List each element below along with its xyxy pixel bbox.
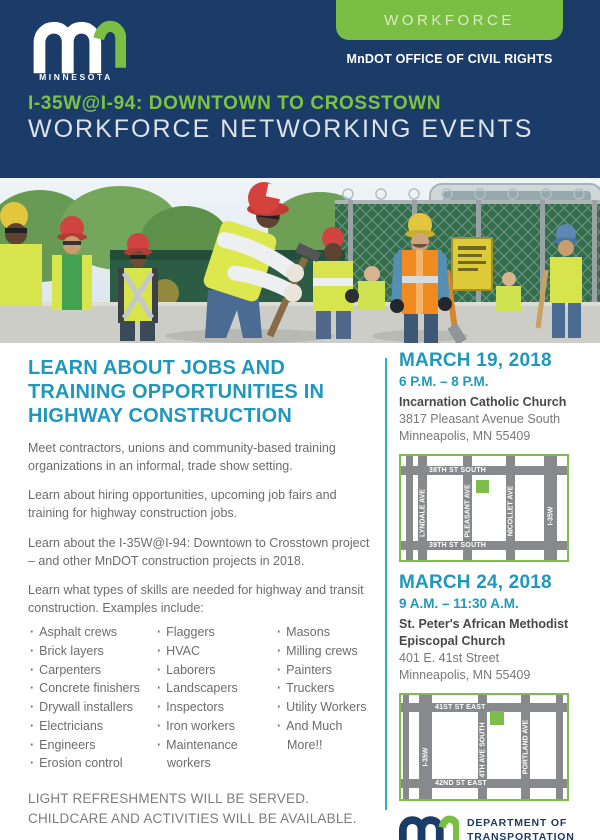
skills-paragraph: Learn what types of skills are needed for highway and transit construction. Examples include: <box>28 582 364 615</box>
street-label: LYNDALE AVE <box>419 488 427 537</box>
skill-item: · Carpenters <box>28 661 155 680</box>
street-label: 4TH AVE SOUTH <box>479 722 487 778</box>
skill-item: · Landscapers <box>155 679 275 698</box>
street-label: I-35W <box>547 506 555 526</box>
street-label: 38TH ST SOUTH <box>429 466 487 474</box>
department-of-transportation-label <box>467 817 575 840</box>
intro-paragraph: Meet contractors, unions and community-based training organizations in an informal, trade show setting. <box>28 441 336 474</box>
minnesota-logo-caption: MINNESOTA <box>39 72 113 82</box>
skill-item: · Drywall installers <box>28 698 155 717</box>
construction-workers-photo <box>0 178 600 343</box>
street-label: 41ST ST EAST <box>435 703 486 711</box>
street-label: I-35W <box>422 747 430 766</box>
event-address-line: 3817 Pleasant Avenue South <box>399 411 561 426</box>
skill-item: · Milling crews <box>275 642 378 661</box>
event-march-19 <box>399 350 579 562</box>
event-venue-line: St. Peter's African Methodist <box>399 616 569 631</box>
event-address-line: Minneapolis, MN 55409 <box>399 429 531 444</box>
section-heading: LEARN ABOUT JOBS AND TRAINING OPPORTUNITIES IN HIGHWAY CONSTRUCTION <box>28 357 325 427</box>
project-title: I-35W@I-94: DOWNTOWN TO CROSSTOWN <box>28 93 442 114</box>
venue-marker <box>476 480 489 493</box>
street-label: PORTLAND AVE <box>522 719 530 774</box>
skills-column-2 <box>155 623 275 773</box>
office-of-civil-rights-label: MnDOT OFFICE OF CIVIL RIGHTS <box>346 52 553 66</box>
map-incarnation-church <box>399 454 569 562</box>
mndot-footer-logo <box>395 811 579 840</box>
skill-item: · Painters <box>275 661 378 680</box>
skills-column-3 <box>275 623 378 773</box>
events-column <box>399 350 579 840</box>
event-title: WORKFORCE NETWORKING EVENTS <box>28 115 534 143</box>
skills-list <box>28 623 378 773</box>
skill-item: · HVAC <box>155 642 275 661</box>
refreshments-line: LIGHT REFRESHMENTS WILL BE SERVED. <box>28 791 310 806</box>
street-label: 42ND ST EAST <box>435 779 487 787</box>
project-paragraph: Learn about the I-35W@I-94: Downtown to Crosstown project – and other MnDOT construction projects in 2018. <box>28 535 370 568</box>
event-time: 9 A.M. – 11:30 A.M. <box>399 595 519 611</box>
event-address-line: Minneapolis, MN 55409 <box>399 668 531 683</box>
workforce-tab <box>336 0 563 40</box>
event-march-24 <box>399 572 579 801</box>
street-label: NICOLLET AVE <box>507 485 515 537</box>
skill-item: · Erosion control <box>28 754 155 773</box>
skill-item: · Truckers <box>275 679 378 698</box>
skill-item: · Inspectors <box>155 698 275 717</box>
event-venue <box>399 616 579 650</box>
skill-item: · Electricians <box>28 717 155 736</box>
skill-item: · Masons <box>275 623 378 642</box>
skill-item: · Laborers <box>155 661 275 680</box>
event-venue-line: Episcopal Church <box>399 633 506 648</box>
skill-item: · Utility Workers <box>275 698 378 717</box>
footer-logo-line: DEPARTMENT OF <box>467 817 568 830</box>
workforce-tab-label: WORKFORCE <box>384 11 515 29</box>
childcare-line: CHILDCARE AND ACTIVITIES WILL BE AVAILABLE. <box>28 810 357 826</box>
content-area <box>0 343 600 840</box>
left-column <box>28 356 378 828</box>
footer-logo-line: TRANSPORTATION <box>467 831 575 840</box>
skill-item: · And Much More!! <box>275 717 378 755</box>
hiring-paragraph: Learn about hiring opportunities, upcoming job fairs and training for highway construction jobs. <box>28 488 337 521</box>
event-address-line: 401 E. 41st Street <box>399 650 500 665</box>
street-label: PLEASANT AVE <box>464 484 472 538</box>
venue-marker <box>490 711 504 725</box>
skills-column-1 <box>28 623 155 773</box>
skill-item: · Flaggers <box>155 623 275 642</box>
skill-item: · Brick layers <box>28 642 155 661</box>
skill-item: · Asphalt crews <box>28 623 155 642</box>
header-banner <box>0 0 600 178</box>
minnesota-logo-icon <box>395 811 459 840</box>
street-label: 39TH ST SOUTH <box>429 541 487 549</box>
event-date: MARCH 24, 2018 <box>399 571 552 593</box>
column-divider <box>385 358 387 810</box>
minnesota-logo-icon <box>26 14 126 76</box>
skill-item: · Iron workers <box>155 717 275 736</box>
skill-item: · Concrete finishers <box>28 679 155 698</box>
skill-item: · Maintenance workers <box>155 736 275 774</box>
refreshments-note <box>28 789 378 828</box>
map-st-peters-church <box>399 693 569 801</box>
event-venue: Incarnation Catholic Church <box>399 395 567 409</box>
event-date: MARCH 19, 2018 <box>399 350 552 371</box>
event-time: 6 P.M. – 8 P.M. <box>399 374 489 389</box>
skill-item: · Engineers <box>28 736 155 755</box>
